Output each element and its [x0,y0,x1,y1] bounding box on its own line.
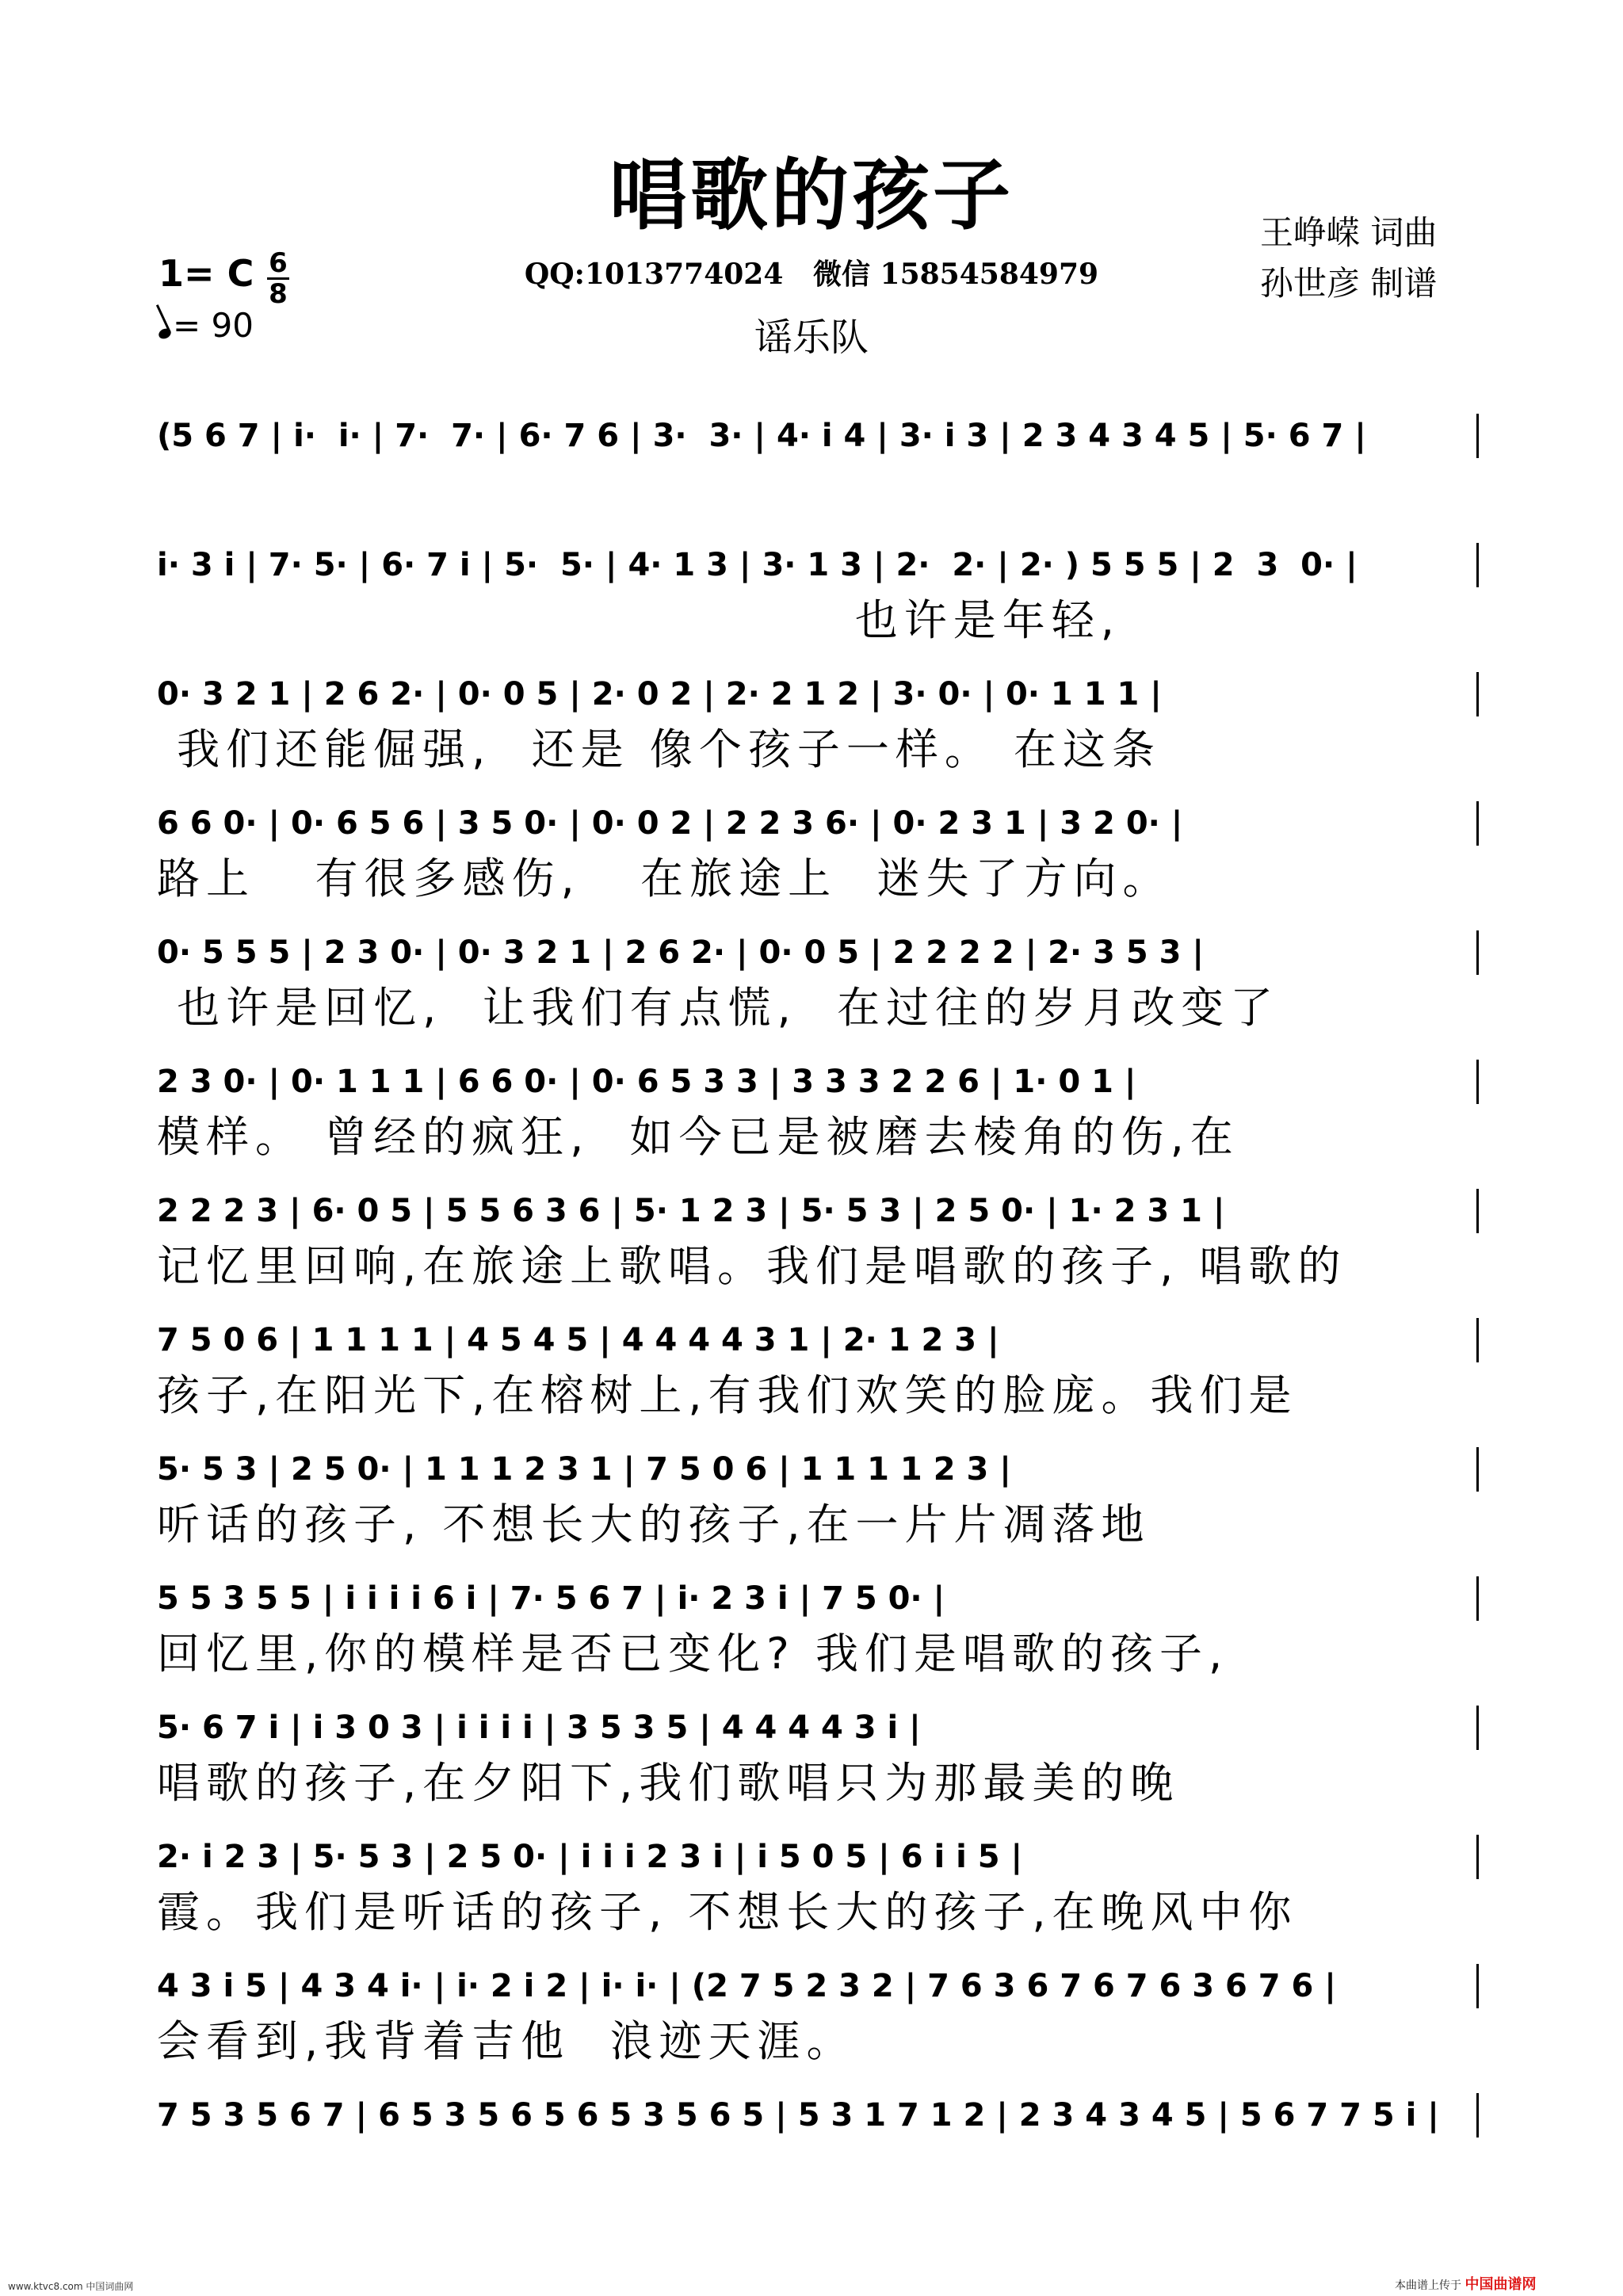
staff-notes: 4 3 i 5 | 4 3 4 i· | i· 2 i 2 | i· i· | (2 7 5 2 3 2 | 7 6 3 6 7 6 7 6 3 6 7 6 | [157,1964,1479,2008]
tempo-value: = 90 [173,306,254,345]
staff-lyrics: 唱歌的孩子,在夕阳下,我们歌唱只为那最美的晚 [157,1758,1180,1808]
staff-notes: 2· i 2 3 | 5· 5 3 | 2 5 0· | i i i 2 3 i | i 5 0 5 | 6 i i 5 | [157,1835,1479,1879]
staff-notes: (5 6 7 | i· i· | 7· 7· | 6· 7 6 | 3· 3· | 4· i 4 | 3· i 3 | 2 3 4 3 4 5 | 5· 6 7 | [157,414,1479,458]
footer-site: www.ktvc8.com 中国词曲网 [8,2281,134,2292]
staff-notes: 5 5 3 5 5 | i i i i 6 i | 7· 5 6 7 | i· 2 3 i | 7 5 0· | [157,1576,1479,1621]
credit-lyricist-composer: 王峥嵘 词曲 [1260,213,1438,252]
staff-lyrics: 模样。 曾经的疯狂, 如今已是被磨去棱角的伤,在 [157,1112,1239,1162]
page-title: 唱歌的孩子 [609,151,1014,241]
staff-lyrics: 路上 有很多感伤, 在旅途上 迷失了方向。 [157,854,1172,904]
staff-lyrics: 会看到,我背着吉他 浪迹天涯。 [157,2016,856,2066]
meter-top: 6 [269,247,288,279]
staff-notes: 2 3 0· | 0· 1 1 1 | 6 6 0· | 0· 6 5 3 3 | 3 3 3 2 2 6 | 1· 0 1 | [157,1060,1479,1104]
staff-notes: 5· 5 3 | 2 5 0· | 1 1 1 2 3 1 | 7 5 0 6 | 1 1 1 1 2 3 | [157,1447,1479,1492]
footer-upload-note [1395,2273,1536,2294]
staff-lyrics: 记忆里回响,在旅途上歌唱。我们是唱歌的孩子, 唱歌的 [157,1241,1347,1291]
staff-notes: 2 2 2 3 | 6· 0 5 | 5 5 6 3 6 | 5· 1 2 3 | 5· 5 3 | 2 5 0· | 1· 2 3 1 | [157,1189,1479,1233]
staff-lyrics: 孩子,在阳光下,在榕树上,有我们欢笑的脸庞。我们是 [157,1370,1298,1420]
staff-lyrics: 我们还能倔强, 还是 像个孩子一样。 在这条 [157,724,1161,774]
staff-notes: i· 3 i | 7· 5· | 6· 7 i | 5· 5· | 4· 1 3 | 3· 1 3 | 2· 2· | 2· ) 5 5 5 | 2 3 0· | [157,543,1479,587]
staff-notes: 7 5 0 6 | 1 1 1 1 | 4 5 4 5 | 4 4 4 4 3 1 | 2· 1 2 3 | [157,1318,1479,1362]
staff-notes: 0· 5 5 5 | 2 3 0· | 0· 3 2 1 | 2 6 2· | 0· 0 5 | 2 2 2 2 | 2· 3 5 3 | [157,930,1479,975]
credit-arranger: 孙世彦 制谱 [1260,264,1438,303]
footer-brand: 中国曲谱网 [1465,2276,1537,2293]
credits [1260,208,1437,309]
staff-lyrics: 也许是回忆, 让我们有点慌, 在过往的岁月改变了 [157,983,1280,1033]
contact-info: QQ:1013774024 微信 15854584979 [524,258,1099,291]
staff-lyrics: 霞。我们是听话的孩子, 不想长大的孩子,在晚风中你 [157,1887,1298,1937]
meter-bottom: 8 [269,278,288,310]
staff-lyrics: 回忆里,你的模样是否已变化? 我们是唱歌的孩子, [157,1629,1229,1679]
key-signature: 1= C [158,252,254,295]
staff-notes: 0· 3 2 1 | 2 6 2· | 0· 0 5 | 2· 0 2 | 2· 2 1 2 | 3· 0· | 0· 1 1 1 | [157,672,1479,716]
staff-notes: 6 6 0· | 0· 6 5 6 | 3 5 0· | 0· 0 2 | 2 2 3 6· | 0· 2 3 1 | 3 2 0· | [157,801,1479,846]
staff-notes: 5· 6 7 i | i 3 0 3 | i i i i | 3 5 3 5 | 4 4 4 4 3 i | [157,1706,1479,1750]
staff-notes: 7 5 3 5 6 7 | 6 5 3 5 6 5 6 5 3 5 6 5 | 5 3 1 7 1 2 | 2 3 4 3 4 5 | 5 6 7 7 5 i | [157,2093,1479,2137]
staff-lyrics: 听话的孩子, 不想长大的孩子,在一片片凋落地 [157,1499,1151,1549]
band-name: 谣乐队 [754,315,869,360]
footer-upload-text: 本曲谱上传于 [1395,2279,1461,2292]
staff-lyrics: 也许是年轻, [157,595,1121,645]
